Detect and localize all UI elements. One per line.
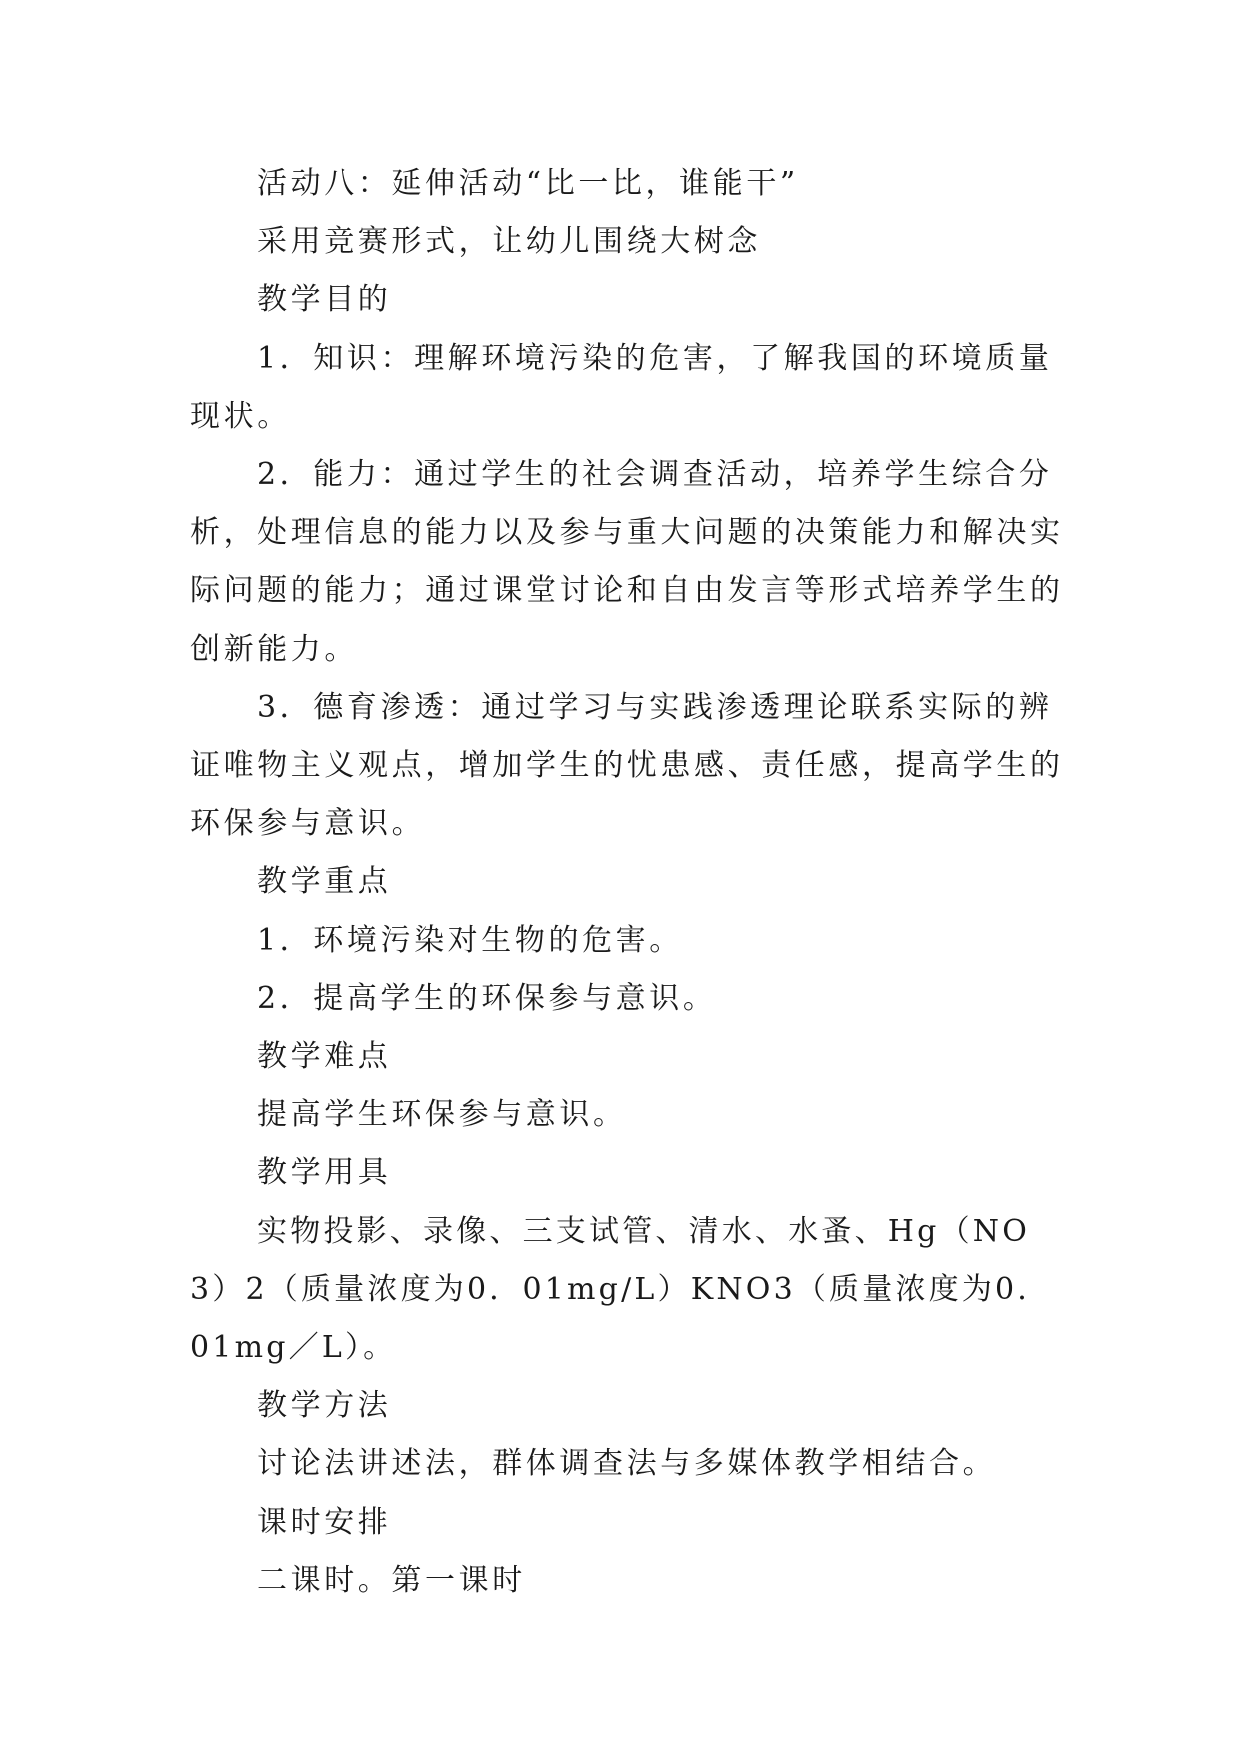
section-heading-objectives: 教学目的 [257, 282, 392, 318]
section-heading-key-points: 教学重点 [257, 864, 392, 900]
section-heading-materials: 教学用具 [257, 1155, 392, 1191]
section-heading-schedule: 课时安排 [257, 1504, 392, 1540]
section-heading-difficulties: 教学难点 [257, 1039, 392, 1075]
schedule-text: 二课时。第一课时 [257, 1562, 526, 1598]
activity-heading: 活动八：延伸活动“比一比，谁能干” [257, 166, 799, 201]
methods-text: 讨论法讲述法，群体调查法与多媒体教学相结合。 [257, 1446, 997, 1482]
key-point-1: 1．环境污染对生物的危害。 [257, 922, 683, 958]
section-heading-methods: 教学方法 [257, 1388, 392, 1424]
objective-ability: 2．能力：通过学生的社会调查活动，培养学生综合分析，处理信息的能力以及参与重大问题的决策能力和解决实际问题的能力；通过课堂讨论和自由发言等形式培养学生的创新能力。 [190, 457, 1064, 667]
difficulty-text: 提高学生环保参与意识。 [257, 1097, 627, 1133]
activity-description: 采用竞赛形式，让幼儿围绕大树念 [257, 224, 761, 260]
objective-knowledge: 1．知识：理解环境污染的危害，了解我国的环境质量现状。 [190, 340, 1053, 434]
key-point-2: 2．提高学生的环保参与意识。 [257, 980, 717, 1016]
materials-text: 实物投影、录像、三支试管、清水、水蚤、Hg（NO3）2（质量浓度为0．01mg/L）KNO3（质量浓度为0．01mg／L）。 [190, 1213, 1051, 1366]
objective-moral-education: 3．德育渗透：通过学习与实践渗透理论联系实际的辨证唯物主义观点，增加学生的忧患感、责任感，提高学生的环保参与意识。 [190, 689, 1064, 842]
document-body [190, 155, 1070, 1610]
